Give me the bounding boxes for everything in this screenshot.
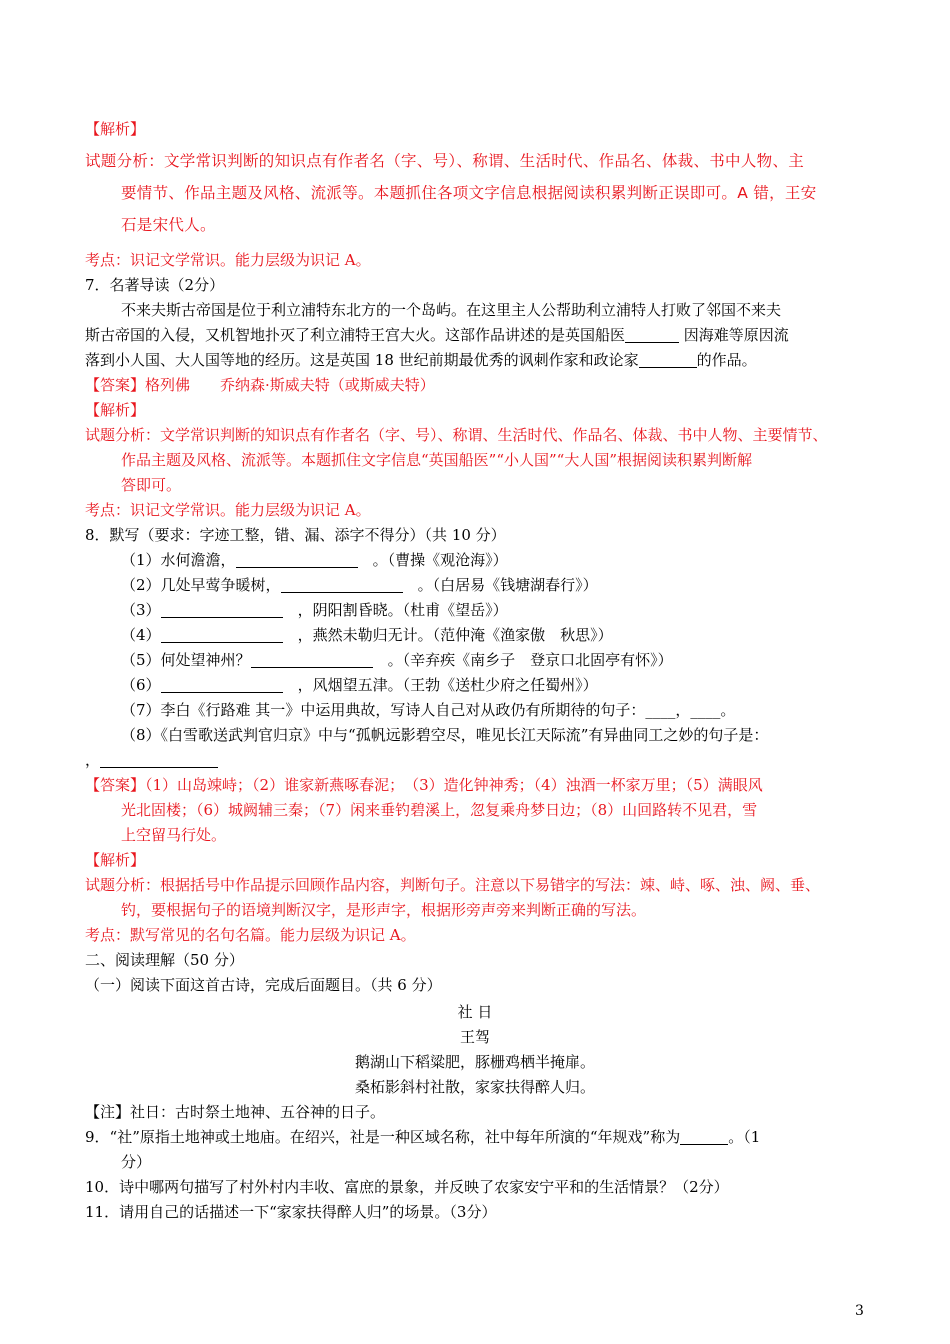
- text-span: （5）何处望神州？: [121, 651, 251, 669]
- dictation-item: [121, 598, 508, 623]
- fill-blank: [161, 676, 283, 693]
- answer-line: 【答案】（1）山岛竦峙；（2）谁家新燕啄春泥； （3）造化钟神秀；（4）浊酒一杯家万里；（5）满眼风: [85, 776, 763, 794]
- question-7-para: [85, 348, 757, 373]
- fill-blank: [236, 551, 358, 568]
- jiexi-label: 【解析】: [85, 401, 146, 419]
- poem-line: 鹅湖山下稻粱肥，豚栅鸡栖半掩扉。: [354, 1053, 595, 1071]
- question-10: 10．诗中哪两句描写了村外村内丰收、富庶的景象，并反映了农家安宁平和的生活情景？（2分）: [85, 1178, 729, 1196]
- text-span: （2）几处早莺争暖树，: [121, 576, 281, 594]
- page-number: 3: [855, 1303, 864, 1319]
- text-span: 。（曹操《观沧海》）: [372, 551, 508, 569]
- poem-author: 王驾: [459, 1028, 490, 1046]
- dictation-item: （7）李白《行路难 其一》中运用典故，写诗人自己对从政仍有所期待的句子：____，____。: [121, 701, 736, 719]
- dictation-item: （8）《白雪歌送武判官归京》中与“孤帆远影碧空尽，唯见长江天际流”有异曲同工之妙的句子是：: [121, 726, 769, 744]
- question-7-para: [85, 323, 789, 348]
- analysis-line: 石是宋代人。: [121, 216, 216, 234]
- answer-line: 光北固楼；（6）城阙辅三秦；（7）闲来垂钓碧溪上，忽复乘舟梦日边；（8）山回路转不见君，雪: [121, 801, 758, 819]
- text-span: 落到小人国、大人国等地的经历。这是英国 18 世纪前期最优秀的讽刺作家和政论家: [85, 351, 639, 369]
- text-span: 斯古帝国的入侵，又机智地扑灭了利立浦特王宫大火。这部作品讲述的是英国船医: [85, 326, 626, 344]
- answer-line: 上空留马行处。: [121, 826, 227, 844]
- question-9: [85, 1125, 760, 1150]
- fill-blank: [625, 326, 679, 343]
- text-span: 。（白居易《钱塘湖春行》）: [417, 576, 598, 594]
- fill-blank: [161, 626, 283, 643]
- analysis-line: 钓，要根据句子的语境判断汉字，是形声字，根据形旁声旁来判断正确的写法。: [121, 901, 647, 919]
- kaodian-line: 考点：识记文学常识。能力层级为识记 A。: [85, 501, 371, 519]
- text-span: 因海难等原因流: [683, 326, 789, 344]
- fill-blank: [639, 351, 697, 368]
- dictation-item: [121, 623, 613, 648]
- fill-blank: [680, 1128, 728, 1145]
- text-span: 。（1: [728, 1128, 761, 1146]
- question-7-title: 7．名著导读（2分）: [85, 276, 225, 294]
- fill-blank: [251, 651, 373, 668]
- analysis-line: 试题分析：根据括号中作品提示回顾作品内容，判断句子。注意以下易错字的写法：竦、峙、啄、浊、阙、垂、: [85, 876, 821, 894]
- kaodian-line: 考点：识记文学常识。能力层级为识记 A。: [85, 251, 371, 269]
- text-span: （3）: [121, 601, 161, 619]
- kaodian-line: 考点：默写常见的名句名篇。能力层级为识记 A。: [85, 926, 416, 944]
- text-span: ，: [85, 751, 101, 769]
- jiexi-label: 【解析】: [85, 120, 146, 138]
- question-9-cont: 分）: [121, 1153, 152, 1171]
- question-11: 11．请用自己的话描述一下“家家扶得醉人归”的场景。（3分）: [85, 1203, 497, 1221]
- text-span: 。（辛弃疾《南乡子 登京口北固亭有怀》）: [387, 651, 673, 669]
- question-7-para: 不来夫斯古帝国是位于利立浦特东北方的一个岛屿。在这里主人公帮助利立浦特人打败了邻国不来夫: [121, 301, 782, 319]
- text-span: 9．“社”原指土地神或土地庙。在绍兴，社是一种区域名称，社中每年所演的“年规戏”称为: [85, 1128, 681, 1146]
- dictation-item: [121, 548, 508, 573]
- analysis-line: 答即可。: [121, 476, 182, 494]
- text-span: ，燕然未勒归无计。（范仲淹《渔家傲 秋思》）: [297, 626, 613, 644]
- question-8-title: 8．默写（要求：字迹工整，错、漏、添字不得分）（共 10 分）: [85, 526, 506, 544]
- text-span: 的作品。: [696, 351, 757, 369]
- section-title: 二、阅读理解（50 分）: [85, 951, 244, 969]
- poem-note: 【注】社日：古时祭土地神、五谷神的日子。: [85, 1103, 386, 1121]
- poem-line: 桑柘影斜村社散，家家扶得醉人归。: [354, 1078, 595, 1096]
- text-span: （1）水何澹澹，: [121, 551, 236, 569]
- fill-blank: [161, 601, 283, 618]
- poem-title: 社 日: [457, 1003, 493, 1021]
- dictation-item-cont: [85, 748, 218, 773]
- text-span: ，风烟望五津。（王勃《送杜少府之任蜀州》）: [297, 676, 598, 694]
- text-span: ，阴阳割昏晓。（杜甫《望岳》）: [297, 601, 508, 619]
- text-span: （6）: [121, 676, 161, 694]
- analysis-line: 作品主题及风格、流派等。本题抓住文字信息“英国船医”“小人国”“大人国”根据阅读积累判断解: [121, 451, 753, 469]
- fill-blank: [281, 576, 403, 593]
- text-span: （4）: [121, 626, 161, 644]
- section-subtitle: （一）阅读下面这首古诗，完成后面题目。（共 6 分）: [85, 976, 442, 994]
- analysis-line: 试题分析：文学常识判断的知识点有作者名（字、号）、称谓、生活时代、作品名、体裁、书中人物、主: [85, 152, 805, 170]
- dictation-item: [121, 573, 598, 598]
- analysis-line: 要情节、作品主题及风格、流派等。本题抓住各项文字信息根据阅读积累判断正误即可。A 错，王安: [121, 184, 817, 202]
- dictation-item: [121, 673, 598, 698]
- dictation-item: [121, 648, 673, 673]
- analysis-line: 试题分析：文学常识判断的知识点有作者名（字、号）、称谓、生活时代、作品名、体裁、书中人物、主要情节、: [85, 426, 828, 444]
- jiexi-label: 【解析】: [85, 851, 146, 869]
- fill-blank: [100, 751, 218, 768]
- answer-line: 【答案】格列佛 乔纳森·斯威夫特（或斯威夫特）: [85, 376, 435, 394]
